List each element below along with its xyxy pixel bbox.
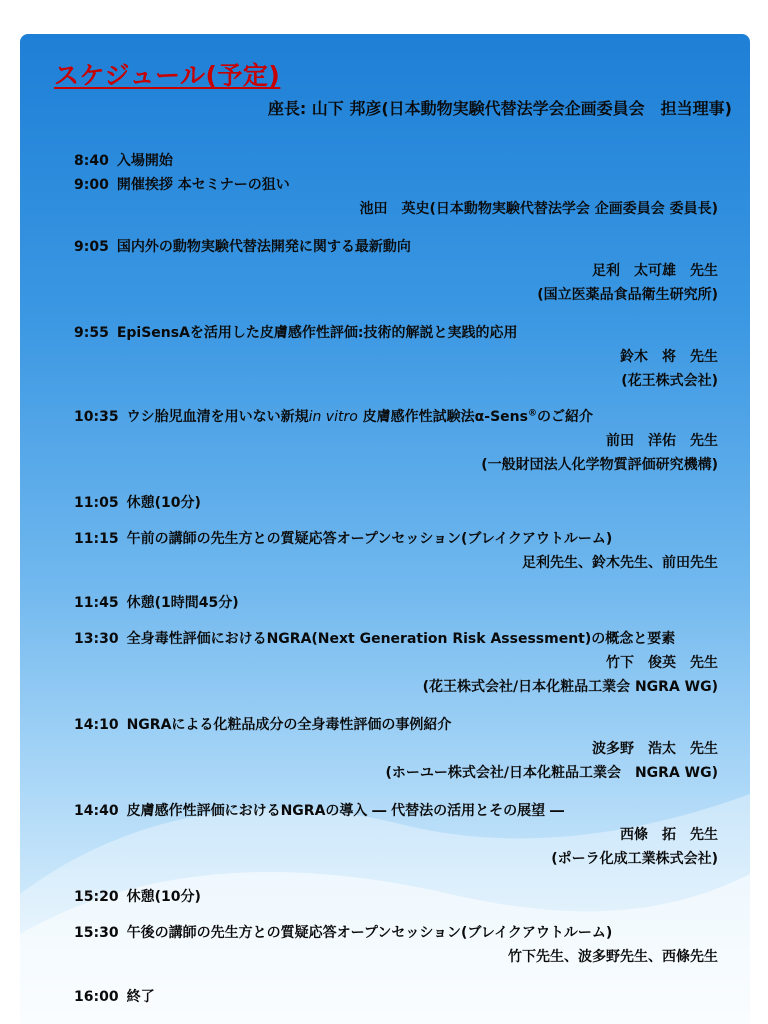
- session-time: 11:05: [74, 495, 119, 511]
- session-speaker: 竹下先生、波多野先生、西條先生: [508, 949, 718, 965]
- session-time: 15:20: [74, 889, 119, 905]
- schedule-item: [74, 592, 239, 612]
- session-title: 休憩(10分): [126, 495, 201, 511]
- schedule-item: [74, 150, 173, 170]
- session-time: 11:15: [74, 531, 119, 547]
- session-title: 全身毒性評価におけるNGRA(Next Generation Risk Assessment)の概念と要素: [126, 631, 676, 647]
- session-title: 皮膚感作性評価におけるNGRAの導入 ― 代替法の活用とその展望 ―: [126, 803, 565, 819]
- session-title: 午後の講師の先生方との質疑応答オープンセッション(ブレイクアウトルーム): [126, 925, 613, 941]
- session-affiliation: (ポーラ化成工業株式会社): [551, 851, 718, 867]
- session-speaker: 足利先生、鈴木先生、前田先生: [522, 555, 718, 571]
- session-title-part: ウシ胎児血清を用いない新規: [126, 409, 309, 425]
- schedule-item: [74, 174, 290, 194]
- session-title: 開催挨拶 本セミナーの狙い: [116, 177, 290, 193]
- page-title: スケジュール(予定): [54, 61, 281, 90]
- schedule-item: [74, 528, 612, 548]
- session-speaker: 西條 拓 先生: [620, 827, 718, 843]
- session-time: 16:00: [74, 989, 119, 1005]
- session-time: 9:55: [74, 325, 109, 341]
- session-speaker: 波多野 浩太 先生: [592, 741, 718, 757]
- session-title: 国内外の動物実験代替法開発に関する最新動向: [116, 239, 411, 255]
- schedule-item: [74, 714, 451, 734]
- schedule-item: [74, 886, 201, 906]
- session-affiliation: (ホーユー株式会社/日本化粧品工業会 NGRA WG): [385, 765, 718, 781]
- session-title-part: のご紹介: [536, 409, 593, 425]
- session-speaker: 竹下 俊英 先生: [606, 655, 718, 671]
- schedule-item: [74, 986, 155, 1006]
- session-speaker: 足利 太可雄 先生: [592, 263, 718, 279]
- session-title-part: 皮膚感作性試験法α-Sens: [357, 409, 528, 425]
- session-title: 入場開始: [116, 153, 173, 169]
- session-time: 11:45: [74, 595, 119, 611]
- session-speaker: 鈴木 将 先生: [620, 349, 718, 365]
- session-time: 9:00: [74, 177, 109, 193]
- schedule-item: [74, 406, 593, 426]
- session-time: 10:35: [74, 409, 119, 425]
- session-affiliation: (一般財団法人化学物質評価研究機構): [481, 457, 718, 473]
- session-affiliation: (花王株式会社): [621, 373, 718, 389]
- session-title: NGRAによる化粧品成分の全身毒性評価の事例紹介: [126, 717, 452, 733]
- session-affiliation: (花王株式会社/日本化粧品工業会 NGRA WG): [422, 679, 718, 695]
- session-speaker: 前田 洋佑 先生: [606, 433, 718, 449]
- schedule-item: [74, 800, 564, 820]
- session-affiliation: (国立医薬品食品衛生研究所): [537, 287, 718, 303]
- schedule-item: [74, 236, 411, 256]
- chairperson: 座長: 山下 邦彦(日本動物実験代替法学会企画委員会 担当理事): [267, 99, 732, 118]
- session-time: 13:30: [74, 631, 119, 647]
- session-title: 休憩(1時間45分): [126, 595, 239, 611]
- session-title: 終了: [126, 989, 155, 1005]
- session-time: 8:40: [74, 153, 109, 169]
- schedule-item: [74, 322, 518, 342]
- schedule-item: [74, 492, 201, 512]
- schedule-panel: [20, 34, 750, 1024]
- session-speaker: 池田 英史(日本動物実験代替法学会 企画委員会 委員長): [359, 201, 718, 217]
- session-title: 午前の講師の先生方との質疑応答オープンセッション(ブレイクアウトルーム): [126, 531, 613, 547]
- session-title: EpiSensAを活用した皮膚感作性評価:技術的解説と実践的応用: [116, 325, 518, 341]
- schedule-item: [74, 922, 612, 942]
- session-time: 15:30: [74, 925, 119, 941]
- session-title-italic: in vitro: [308, 409, 358, 425]
- schedule-item: [74, 628, 675, 648]
- session-time: 14:40: [74, 803, 119, 819]
- session-time: 14:10: [74, 717, 119, 733]
- session-time: 9:05: [74, 239, 109, 255]
- session-title: 休憩(10分): [126, 889, 201, 905]
- registered-mark: ®: [527, 408, 537, 419]
